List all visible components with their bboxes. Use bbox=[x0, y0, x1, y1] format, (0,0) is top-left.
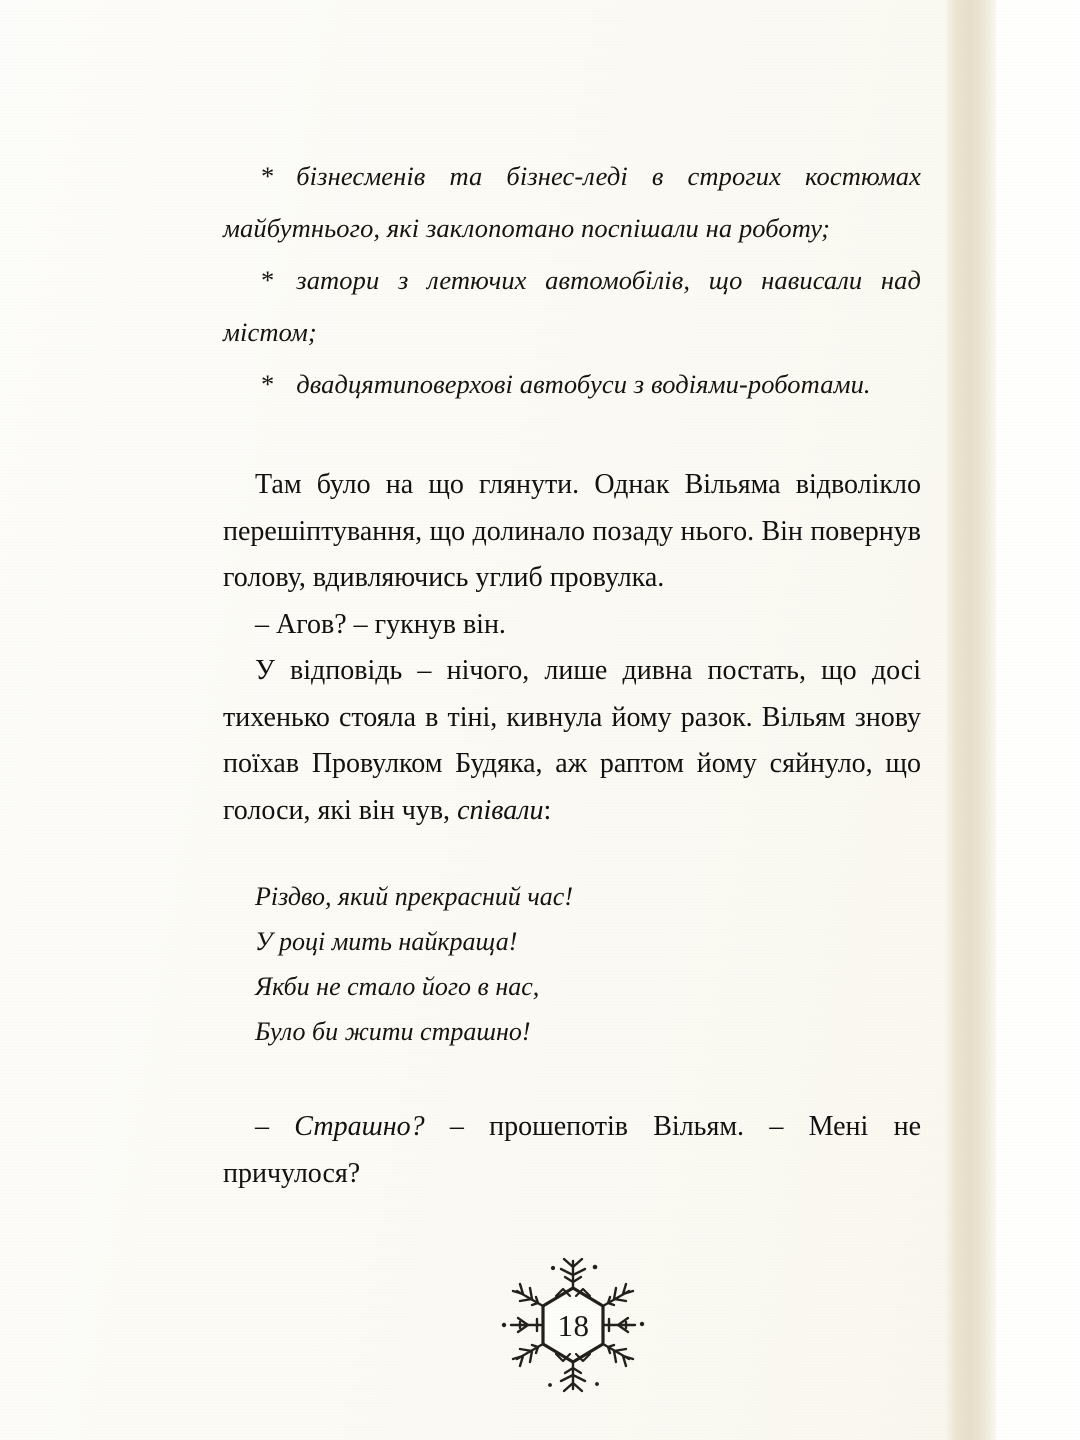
verse-stanza bbox=[255, 874, 921, 1054]
asterisk-bullet-icon: * bbox=[261, 369, 275, 399]
closing-text: – прошепотів Вільям. – Мені не причулося? bbox=[223, 1111, 922, 1189]
asterisk-bullet-icon: * bbox=[261, 161, 275, 191]
list-item bbox=[223, 358, 921, 410]
paragraph-text-before: У відповідь – нічого, лише дивна постать, що досі тихенько стояла в тіні, кивнула йому разок. Вільям знову поїхав Провулком Будяка, аж раптом йому сяйнуло, що голоси, які він чув, bbox=[223, 655, 921, 826]
spacer bbox=[223, 1054, 921, 1104]
closing-dialogue-paragraph bbox=[223, 1104, 921, 1197]
bullet-list bbox=[223, 150, 921, 410]
verse-line: Було би жити страшно! bbox=[255, 1017, 531, 1046]
text-column bbox=[223, 150, 921, 1197]
paragraph-text-after: : bbox=[543, 794, 552, 826]
verse-line: У році мить найкраща! bbox=[255, 927, 518, 956]
list-item-text: бізнесменів та бізнес-леді в строгих костюмах майбутнього, які заклопотано поспішали на роботу; bbox=[223, 161, 921, 243]
list-item-text: затори з летючих автомобілів, що нависали над містом; bbox=[223, 265, 921, 347]
page-outer-margin bbox=[996, 0, 1080, 1440]
list-item bbox=[223, 150, 921, 254]
emphasised-word: співали bbox=[457, 794, 544, 826]
page-number: 18 bbox=[557, 1308, 590, 1343]
dash-lead: – bbox=[255, 1111, 295, 1142]
body-paragraph: Там було на що глянути. Однак Вільяма відволікло перешіптування, що долинало позаду нього. Він повернув голову, вдивляючись углиб провулка. bbox=[223, 469, 921, 593]
spacer bbox=[223, 834, 921, 874]
verse-line: Різдво, який прекрасний час! bbox=[255, 882, 573, 911]
asterisk-bullet-icon: * bbox=[261, 265, 275, 295]
list-item-text: двадцятиповерхові автобуси з водіями-роботами. bbox=[296, 369, 871, 399]
spacer bbox=[223, 410, 921, 462]
page-number-ornament bbox=[487, 1258, 659, 1394]
body-paragraph-with-italic bbox=[223, 648, 921, 834]
verse-line: Якби не стало його в нас, bbox=[255, 972, 540, 1001]
page-edge-band bbox=[946, 0, 1000, 1440]
list-item bbox=[223, 254, 921, 358]
emphasised-word: Страшно? bbox=[294, 1111, 425, 1142]
dialogue-paragraph: – Агов? – гукнув він. bbox=[255, 608, 506, 640]
